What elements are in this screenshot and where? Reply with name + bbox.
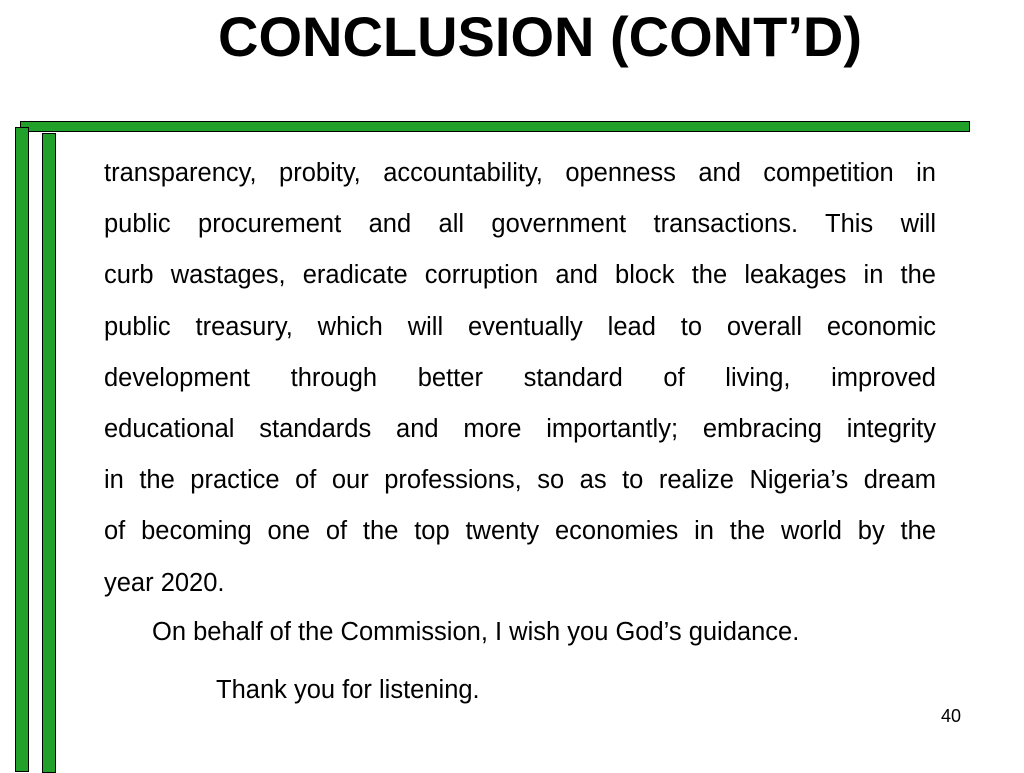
body-line: transparency, probity, accountability, openness and competition in [104,159,936,187]
body-paragraph [104,148,936,609]
thank-you-text: Thank you for listening. [216,676,480,704]
decorative-horizontal-bar [20,121,970,132]
body-line: public treasury, which will eventually lead to overall economic [104,312,936,341]
body-line: public procurement and all government transactions. This will [104,210,936,239]
decorative-vertical-bar-outer [15,127,29,772]
body-line: year 2020. [104,568,225,597]
body-line: educational standards and more importantly; embracing integrity [104,414,936,443]
decorative-vertical-bar-inner [42,133,56,773]
slide-title: CONCLUSION (CONT’D) [218,5,862,68]
body-line: curb wastages, eradicate corruption and block the leakages in the [104,261,936,290]
body-line: of becoming one of the top twenty economies in the world by the [104,517,936,546]
body-line: development through better standard of living, improved [104,363,936,392]
body-line: in the practice of our professions, so as to realize Nigeria’s dream [104,466,936,495]
closing-statement: On behalf of the Commission, I wish you God’s guidance. [152,618,800,646]
page-number: 40 [941,706,962,726]
